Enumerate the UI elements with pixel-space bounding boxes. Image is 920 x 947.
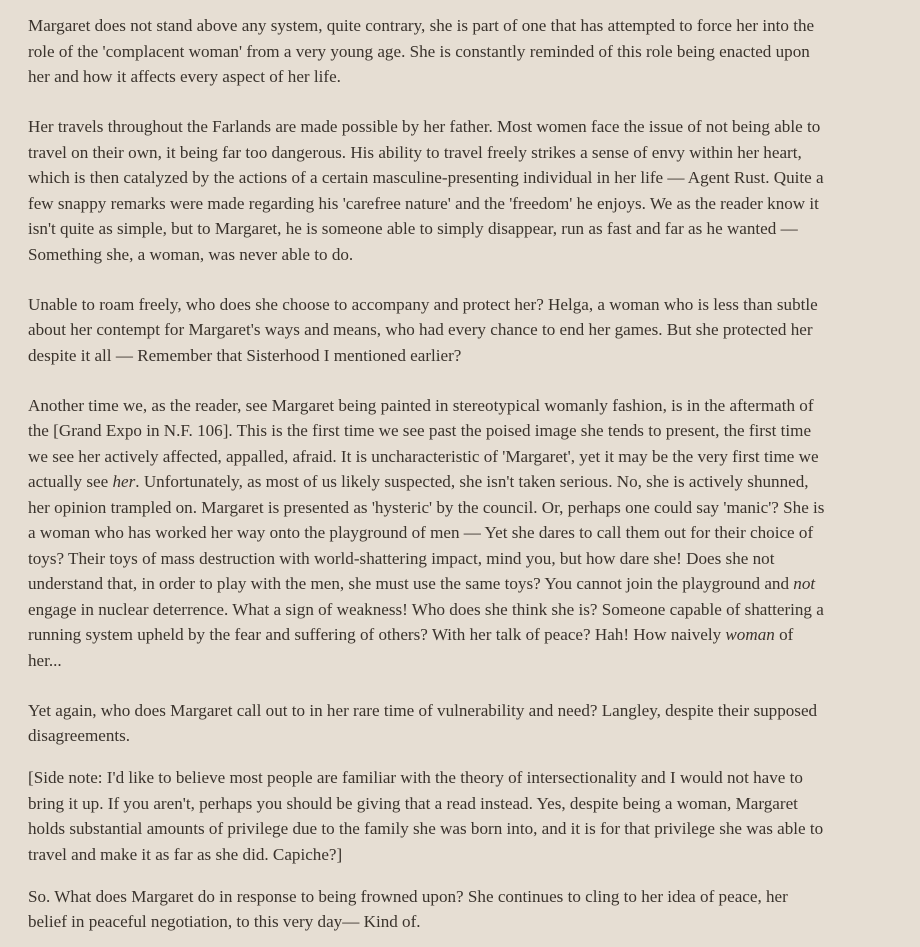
paragraph-segment: engage in nuclear deterrence. What a sign of weakness! Who does she think she is? Someone capable of shattering a running system upheld by the fear and suffering of others? With her talk of peace? Hah! How naively bbox=[28, 599, 824, 644]
emphasis-text: woman bbox=[725, 625, 775, 644]
paragraph-conclusion: So. What does Margaret do in response to being frowned upon? She continues to cling to her idea of peace, her belief in peaceful negotiation, to this very day— Kind of. bbox=[28, 886, 788, 931]
article-body bbox=[28, 13, 828, 935]
emphasis-text: not bbox=[793, 574, 816, 593]
paragraph-helga: Unable to roam freely, who does she choose to accompany and protect her? Helga, a woman who is less than subtle about her contempt for Margaret's ways and means, who had every chance to end her games. But she protected her despite it all — Remember that Sisterhood I mentioned earlier? bbox=[28, 294, 818, 365]
paragraph-complacent-woman: Margaret does not stand above any system, quite contrary, she is part of one that has attempted to force her into the role of the 'complacent woman' from a very young age. She is constantly reminded of this role being enacted upon her and how it affects every aspect of her life. bbox=[28, 16, 815, 86]
paragraph-langley: Yet again, who does Margaret call out to in her rare time of vulnerability and need? Langley, despite their supposed disagreements. bbox=[28, 700, 818, 745]
emphasis-text: her bbox=[112, 472, 136, 491]
paragraph-travels: Her travels throughout the Farlands are made possible by her father. Most women face the issue of not being able to travel on their own, it being far too dangerous. His ability to travel freely strikes a sense of envy within her heart, which is then catalyzed by the actions of a certain masculine-presenting individual in her life — Agent Rust. Quite a few snappy remarks were made regarding his 'carefree nature' and the 'freedom' he enjoys. We as the reader know it isn't quite as simple, but to Margaret, he is someone able to simply disappear, run as fast and far as he wanted — Something she, a woman, was never able to do. bbox=[28, 117, 824, 264]
paragraph-side-note: [Side note: I'd like to believe most people are familiar with the theory of intersectionality and I would not have to bring it up. If you aren't, perhaps you should be giving that a read instead. Yes, despite being a woman, Margaret holds substantial amounts of privilege due to the family she was born into, and it is for that privilege she was able to travel and make it as far as she did. Capiche?] bbox=[28, 768, 824, 864]
paragraph-segment: of her... bbox=[28, 625, 794, 670]
paragraph-grand-expo bbox=[28, 393, 828, 674]
paragraph-segment: . Unfortunately, as most of us likely suspected, she isn't taken serious. No, she is actively shunned, her opinion trampled on. Margaret is presented as 'hysteric' by the council. Or, perhaps one could say 'manic'? She is a woman who has worked her way onto the playground of men — Yet she dares to call them out for their choice of toys? Their toys of mass destruction with world-shattering impact, mind you, but how dare she! Does she not understand that, in order to play with the men, she must use the same toys? You cannot join the playground and bbox=[28, 472, 825, 593]
paragraph-segment: Another time we, as the reader, see Margaret being painted in stereotypical womanly fashion, is in the aftermath of the [Grand Expo in N.F. 106]. This is the first time we see past the poised image she tends to present, the first time we see her actively affected, appalled, afraid. It is uncharacteristic of 'Margaret', yet it may be the very first time we actually see bbox=[28, 395, 819, 491]
